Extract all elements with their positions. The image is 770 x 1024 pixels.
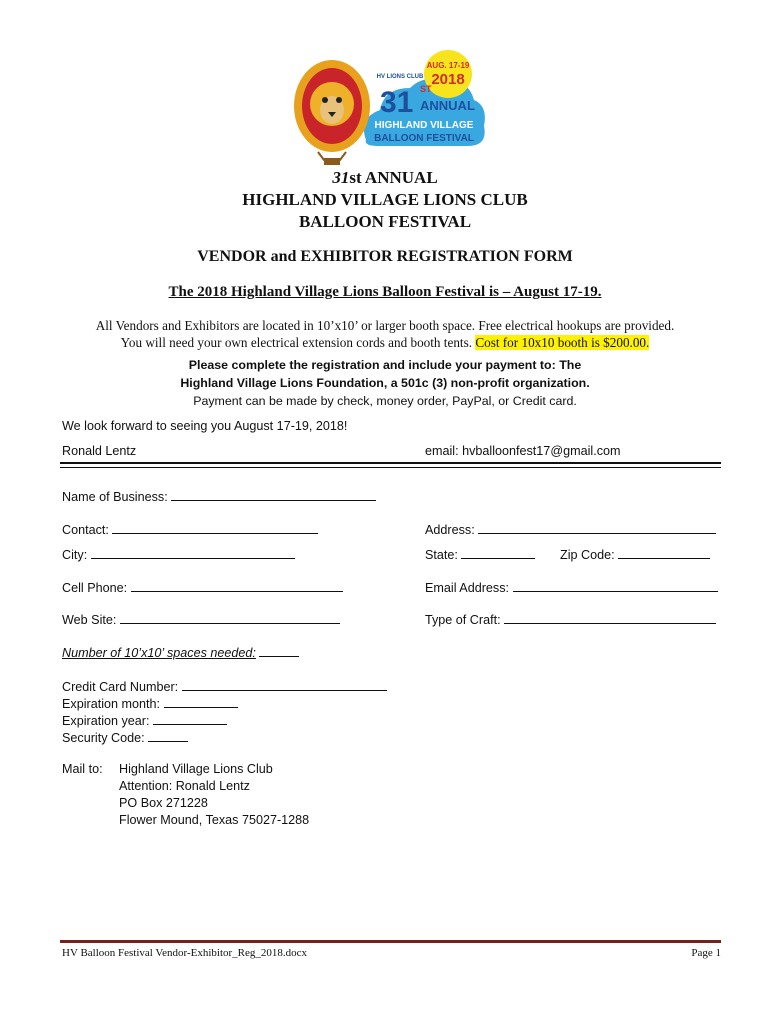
payment-line3: Payment can be made by check, money order, PayPal, or Credit card.	[193, 394, 577, 408]
city-input[interactable]	[91, 545, 295, 559]
intro-tents: You will need your own electrical extension cords and booth tents.	[120, 335, 473, 350]
logo-annual: ANNUAL	[420, 98, 475, 113]
page-title	[0, 168, 770, 188]
logo-line2: BALLOON FESTIVAL	[374, 133, 474, 144]
footer-filename: HV Balloon Festival Vendor-Exhibitor_Reg_2018.docx	[62, 947, 308, 959]
business-field[interactable]	[62, 487, 376, 504]
page-number: Page 1	[691, 947, 721, 959]
zip-input[interactable]	[618, 545, 710, 559]
spaces-input[interactable]	[259, 643, 299, 657]
closing-text: We look forward to seeing you August 17-19, 2018!	[62, 419, 348, 433]
state-label: State:	[425, 548, 458, 562]
title-number: 31	[332, 168, 350, 187]
exp-year-label: Expiration year:	[62, 714, 150, 728]
business-label: Name of Business:	[62, 490, 168, 504]
security-code-field[interactable]	[62, 728, 188, 745]
state-field[interactable]	[425, 545, 535, 562]
web-input[interactable]	[120, 610, 340, 624]
booth-cost: Cost for 10x10 booth is $200.00.	[475, 335, 650, 350]
title-line3: BALLOON FESTIVAL	[298, 212, 472, 231]
logo-badge-year: 2018	[431, 71, 465, 88]
zip-label: Zip Code:	[560, 548, 615, 562]
mail-label: Mail to:	[62, 762, 103, 776]
security-code-label: Security Code:	[62, 731, 145, 745]
business-input[interactable]	[171, 487, 376, 501]
title-line2: HIGHLAND VILLAGE LIONS CLUB	[242, 190, 528, 209]
logo-club: HV LIONS CLUB	[376, 74, 424, 80]
contact-name: Ronald Lentz	[62, 444, 137, 458]
spaces-field[interactable]	[62, 643, 299, 660]
cc-number-input[interactable]	[182, 677, 387, 691]
logo-number: 31	[380, 86, 414, 119]
festival-logo-graphic	[288, 48, 488, 166]
contact-label: Contact:	[62, 523, 109, 537]
logo-ordinal: ST	[420, 84, 432, 94]
exp-year-field[interactable]	[62, 711, 227, 728]
divider-thin	[60, 467, 721, 468]
craft-label: Type of Craft:	[425, 613, 501, 627]
logo-line1: HIGHLAND VILLAGE	[374, 120, 474, 131]
craft-input[interactable]	[504, 610, 716, 624]
web-label: Web Site:	[62, 613, 117, 627]
spaces-label: Number of 10’x10’ spaces needed:	[62, 646, 256, 660]
title-rest: st ANNUAL	[349, 168, 438, 187]
cell-label: Cell Phone:	[62, 581, 128, 595]
festival-dates: The 2018 Highland Village Lions Balloon Festival is – August 17-19.	[168, 284, 602, 300]
address-field[interactable]	[425, 520, 716, 537]
city-label: City:	[62, 548, 88, 562]
footer-rule	[60, 940, 721, 943]
address-label: Address:	[425, 523, 475, 537]
web-field[interactable]	[62, 610, 340, 627]
exp-month-label: Expiration month:	[62, 697, 161, 711]
mail-line2: Attention: Ronald Lentz	[119, 779, 250, 793]
payment-line1: Please complete the registration and include your payment to: The	[188, 358, 582, 372]
intro-line2	[0, 335, 770, 351]
mail-line4: Flower Mound, Texas 75027-1288	[119, 813, 310, 827]
cc-number-label: Credit Card Number:	[62, 680, 179, 694]
contact-input[interactable]	[112, 520, 318, 534]
email-field[interactable]	[425, 578, 718, 595]
festival-logo	[288, 48, 488, 166]
payment-line2: Highland Village Lions Foundation, a 501c (3) non-profit organization.	[180, 376, 590, 390]
exp-year-input[interactable]	[153, 711, 227, 725]
exp-month-field[interactable]	[62, 694, 238, 711]
mail-line3: PO Box 271228	[119, 796, 208, 810]
address-input[interactable]	[478, 520, 716, 534]
cell-input[interactable]	[131, 578, 343, 592]
city-field[interactable]	[62, 545, 295, 562]
cc-number-field[interactable]	[62, 677, 387, 694]
email-label: Email Address:	[425, 581, 509, 595]
email-input[interactable]	[513, 578, 718, 592]
mail-line1: Highland Village Lions Club	[119, 762, 273, 776]
cell-field[interactable]	[62, 578, 343, 595]
contact-field[interactable]	[62, 520, 318, 537]
divider-thick	[60, 462, 721, 464]
zip-field[interactable]	[560, 545, 710, 562]
form-title: VENDOR and EXHIBITOR REGISTRATION FORM	[197, 248, 573, 265]
security-code-input[interactable]	[148, 728, 188, 742]
intro-line1: All Vendors and Exhibitors are located in 10’x10’ or larger booth space. Free electrical hookups are provided.	[95, 318, 675, 333]
craft-field[interactable]	[425, 610, 716, 627]
exp-month-input[interactable]	[164, 694, 238, 708]
logo-badge-dates: AUG. 17-19	[426, 61, 470, 70]
state-input[interactable]	[461, 545, 535, 559]
contact-email[interactable]: email: hvballoonfest17@gmail.com	[425, 444, 621, 458]
